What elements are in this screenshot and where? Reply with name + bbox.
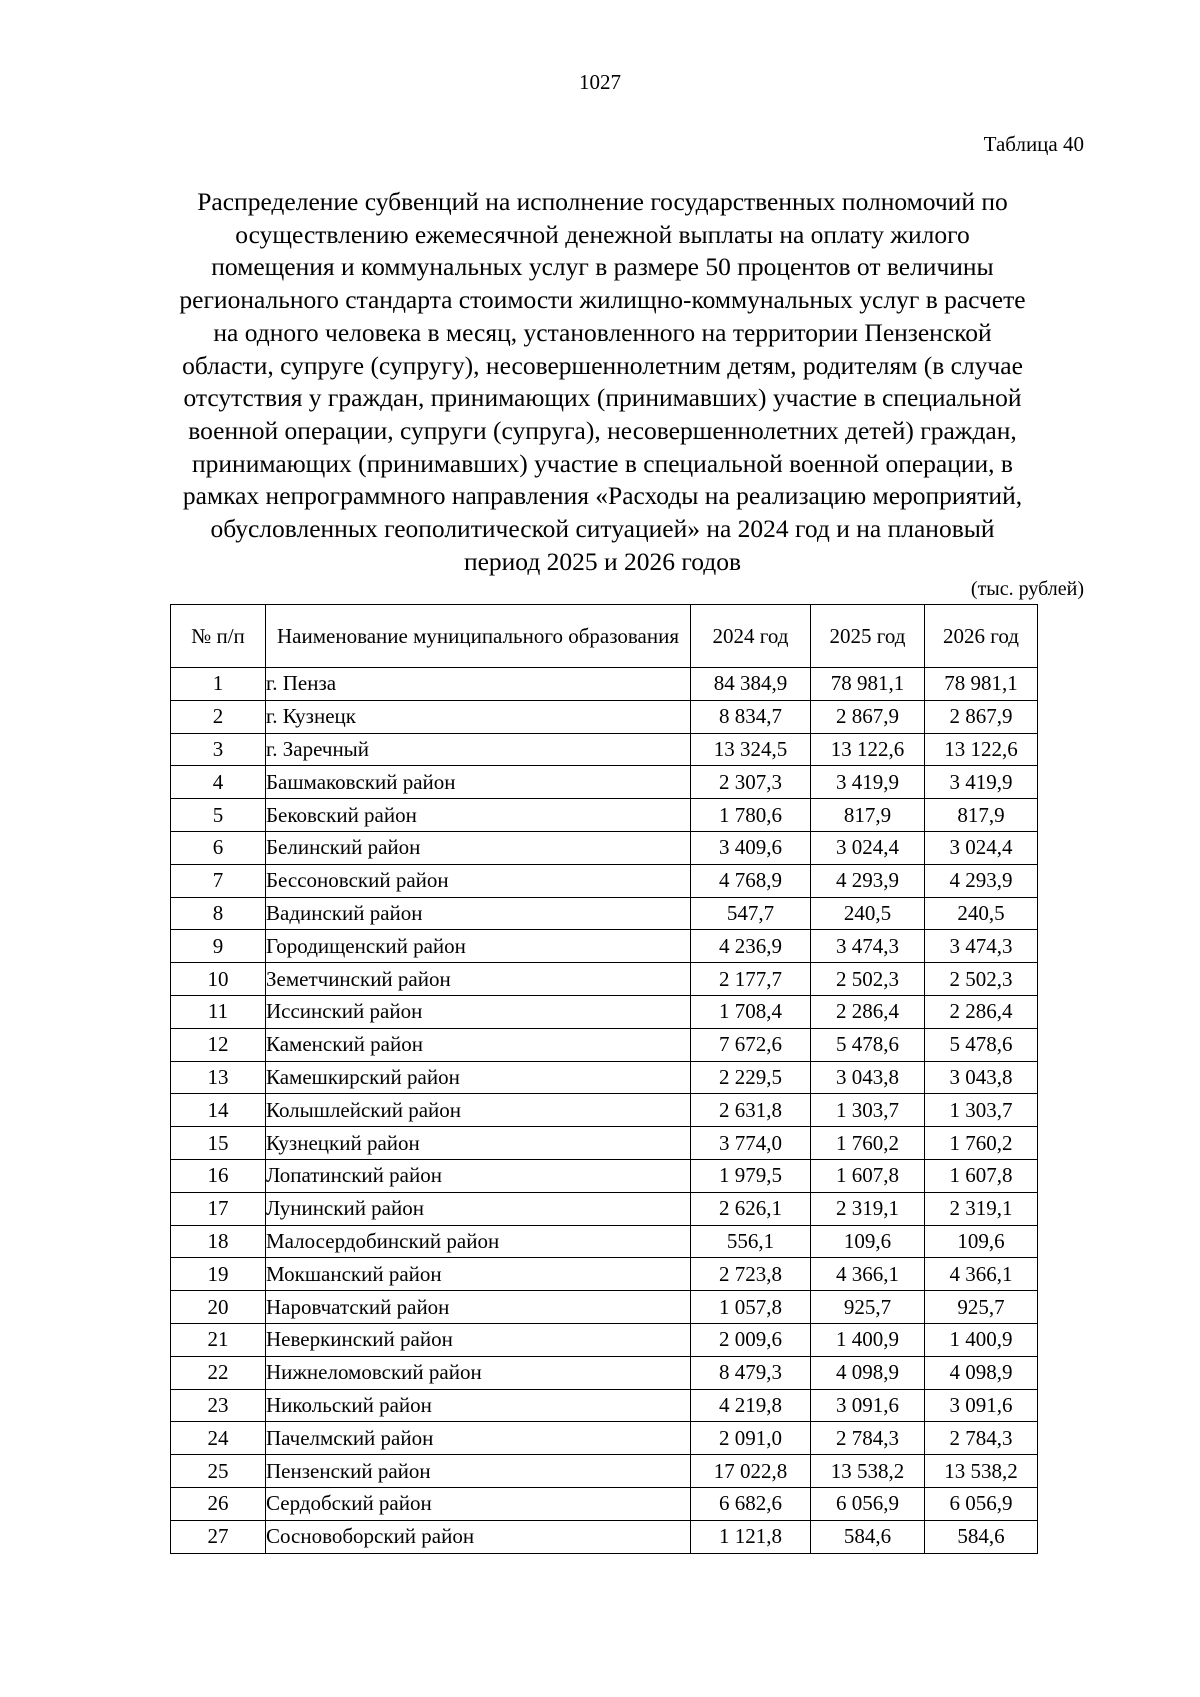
row-number: 13 — [171, 1061, 266, 1094]
table-row — [171, 1389, 1038, 1422]
row-number: 12 — [171, 1028, 266, 1061]
value-2025: 1 760,2 — [811, 1127, 925, 1160]
value-2026: 1 760,2 — [925, 1127, 1038, 1160]
value-2026: 3 474,3 — [925, 930, 1038, 963]
value-2026: 2 319,1 — [925, 1192, 1038, 1225]
table-row — [171, 668, 1038, 701]
value-2025: 5 478,6 — [811, 1028, 925, 1061]
value-2024: 547,7 — [691, 897, 811, 930]
table-row — [171, 1061, 1038, 1094]
table-row — [171, 700, 1038, 733]
title-line: военной операции, супруги (супруга), несовершеннолетних детей) граждан, — [188, 415, 1017, 445]
table-row — [171, 1127, 1038, 1160]
value-2026: 3 043,8 — [925, 1061, 1038, 1094]
value-2024: 2 229,5 — [691, 1061, 811, 1094]
row-number: 14 — [171, 1094, 266, 1127]
row-number: 22 — [171, 1356, 266, 1389]
municipality-name: Пачелмский район — [266, 1422, 691, 1455]
value-2025: 4 098,9 — [811, 1356, 925, 1389]
table-row — [171, 995, 1038, 1028]
value-2024: 6 682,6 — [691, 1487, 811, 1520]
value-2025: 2 502,3 — [811, 963, 925, 996]
value-2025: 6 056,9 — [811, 1487, 925, 1520]
title-line: осуществлению ежемесячной денежной выплаты на оплату жилого — [235, 219, 970, 249]
value-2025: 4 293,9 — [811, 864, 925, 897]
value-2024: 2 307,3 — [691, 766, 811, 799]
row-number: 11 — [171, 995, 266, 1028]
table-row — [171, 1356, 1038, 1389]
value-2025: 2 867,9 — [811, 700, 925, 733]
municipality-name: Земетчинский район — [266, 963, 691, 996]
subsidy-table — [170, 604, 1038, 1554]
table-row — [171, 1159, 1038, 1192]
municipality-name: Бековский район — [266, 799, 691, 832]
value-2024: 2 009,6 — [691, 1323, 811, 1356]
value-2026: 925,7 — [925, 1291, 1038, 1324]
table-header-row — [171, 605, 1038, 668]
row-number: 16 — [171, 1159, 266, 1192]
value-2024: 1 708,4 — [691, 995, 811, 1028]
row-number: 2 — [171, 700, 266, 733]
value-2026: 1 400,9 — [925, 1323, 1038, 1356]
value-2024: 7 672,6 — [691, 1028, 811, 1061]
table-row — [171, 1028, 1038, 1061]
value-2026: 2 286,4 — [925, 995, 1038, 1028]
municipality-name: Нижнеломовский район — [266, 1356, 691, 1389]
header-2025: 2025 год — [811, 605, 925, 668]
row-number: 24 — [171, 1422, 266, 1455]
value-2025: 13 122,6 — [811, 733, 925, 766]
municipality-name: Лопатинский район — [266, 1159, 691, 1192]
value-2024: 8 479,3 — [691, 1356, 811, 1389]
header-municipality: Наименование муниципального образования — [266, 605, 691, 668]
value-2025: 78 981,1 — [811, 668, 925, 701]
municipality-name: Мокшанский район — [266, 1258, 691, 1291]
table-row — [171, 963, 1038, 996]
value-2026: 240,5 — [925, 897, 1038, 930]
row-number: 1 — [171, 668, 266, 701]
value-2026: 817,9 — [925, 799, 1038, 832]
title-line: обусловленных геополитической ситуацией» на 2024 год и на плановый — [210, 514, 995, 544]
value-2026: 1 303,7 — [925, 1094, 1038, 1127]
value-2024: 1 979,5 — [691, 1159, 811, 1192]
value-2026: 3 024,4 — [925, 831, 1038, 864]
value-2026: 2 867,9 — [925, 700, 1038, 733]
municipality-name: Лунинский район — [266, 1192, 691, 1225]
table-row — [171, 1291, 1038, 1324]
table-row — [171, 1455, 1038, 1488]
value-2024: 8 834,7 — [691, 700, 811, 733]
table-row — [171, 1225, 1038, 1258]
value-2026: 5 478,6 — [925, 1028, 1038, 1061]
title-line: отсутствия у граждан, принимающих (принимавших) участие в специальной — [183, 383, 1022, 413]
value-2025: 3 474,3 — [811, 930, 925, 963]
value-2024: 2 631,8 — [691, 1094, 811, 1127]
table-row — [171, 864, 1038, 897]
municipality-name: Бессоновский район — [266, 864, 691, 897]
value-2025: 817,9 — [811, 799, 925, 832]
table-row — [171, 1258, 1038, 1291]
municipality-name: Городищенский район — [266, 930, 691, 963]
row-number: 20 — [171, 1291, 266, 1324]
table-label: Таблица 40 — [983, 132, 1084, 156]
row-number: 10 — [171, 963, 266, 996]
row-number: 6 — [171, 831, 266, 864]
municipality-name: Башмаковский район — [266, 766, 691, 799]
value-2024: 4 219,8 — [691, 1389, 811, 1422]
title-line: принимающих (принимавших) участие в специальной военной операции, в — [192, 448, 1013, 478]
value-2025: 584,6 — [811, 1520, 925, 1553]
value-2025: 2 319,1 — [811, 1192, 925, 1225]
table-row — [171, 897, 1038, 930]
municipality-name: Камешкирский район — [266, 1061, 691, 1094]
document-title — [125, 186, 1080, 578]
row-number: 18 — [171, 1225, 266, 1258]
value-2024: 84 384,9 — [691, 668, 811, 701]
table-row — [171, 1094, 1038, 1127]
row-number: 21 — [171, 1323, 266, 1356]
value-2024: 2 091,0 — [691, 1422, 811, 1455]
table-row — [171, 1422, 1038, 1455]
row-number: 27 — [171, 1520, 266, 1553]
value-2026: 78 981,1 — [925, 668, 1038, 701]
municipality-name: Кузнецкий район — [266, 1127, 691, 1160]
municipality-name: Сосновоборский район — [266, 1520, 691, 1553]
value-2025: 3 091,6 — [811, 1389, 925, 1422]
row-number: 19 — [171, 1258, 266, 1291]
value-2026: 3 091,6 — [925, 1389, 1038, 1422]
table-row — [171, 930, 1038, 963]
municipality-name: Вадинский район — [266, 897, 691, 930]
table-row — [171, 766, 1038, 799]
value-2026: 4 098,9 — [925, 1356, 1038, 1389]
value-2025: 2 286,4 — [811, 995, 925, 1028]
value-2025: 3 419,9 — [811, 766, 925, 799]
municipality-name: Пензенский район — [266, 1455, 691, 1488]
title-line: период 2025 и 2026 годов — [463, 546, 742, 576]
value-2024: 1 121,8 — [691, 1520, 811, 1553]
row-number: 26 — [171, 1487, 266, 1520]
table-row — [171, 733, 1038, 766]
value-2025: 13 538,2 — [811, 1455, 925, 1488]
row-number: 3 — [171, 733, 266, 766]
value-2024: 13 324,5 — [691, 733, 811, 766]
value-2024: 1 780,6 — [691, 799, 811, 832]
value-2026: 6 056,9 — [925, 1487, 1038, 1520]
title-line: рамках непрограммного направления «Расходы на реализацию мероприятий, — [182, 481, 1023, 511]
value-2025: 4 366,1 — [811, 1258, 925, 1291]
value-2024: 2 723,8 — [691, 1258, 811, 1291]
table-row — [171, 1323, 1038, 1356]
header-2024: 2024 год — [691, 605, 811, 668]
row-number: 25 — [171, 1455, 266, 1488]
municipality-name: г. Кузнецк — [266, 700, 691, 733]
table-row — [171, 799, 1038, 832]
row-number: 4 — [171, 766, 266, 799]
units-label: (тыс. рублей) — [970, 578, 1084, 600]
municipality-name: Малосердобинский район — [266, 1225, 691, 1258]
value-2024: 2 626,1 — [691, 1192, 811, 1225]
value-2026: 1 607,8 — [925, 1159, 1038, 1192]
table-row — [171, 1487, 1038, 1520]
value-2025: 3 043,8 — [811, 1061, 925, 1094]
municipality-name: Наровчатский район — [266, 1291, 691, 1324]
value-2025: 1 400,9 — [811, 1323, 925, 1356]
value-2026: 2 502,3 — [925, 963, 1038, 996]
municipality-name: Никольский район — [266, 1389, 691, 1422]
value-2026: 13 122,6 — [925, 733, 1038, 766]
table-row — [171, 1520, 1038, 1553]
value-2024: 3 774,0 — [691, 1127, 811, 1160]
value-2026: 13 538,2 — [925, 1455, 1038, 1488]
value-2025: 240,5 — [811, 897, 925, 930]
value-2026: 4 366,1 — [925, 1258, 1038, 1291]
row-number: 9 — [171, 930, 266, 963]
municipality-name: Белинский район — [266, 831, 691, 864]
value-2026: 584,6 — [925, 1520, 1038, 1553]
row-number: 17 — [171, 1192, 266, 1225]
title-line: Распределение субвенций на исполнение государственных полномочий по — [197, 187, 1008, 216]
municipality-name: г. Пенза — [266, 668, 691, 701]
row-number: 7 — [171, 864, 266, 897]
page-number: 1027 — [579, 70, 621, 94]
title-line: на одного человека в месяц, установленного на территории Пензенской — [213, 317, 992, 347]
table-row — [171, 1192, 1038, 1225]
value-2025: 1 607,8 — [811, 1159, 925, 1192]
value-2026: 4 293,9 — [925, 864, 1038, 897]
municipality-name: г. Заречный — [266, 733, 691, 766]
value-2024: 3 409,6 — [691, 831, 811, 864]
header-2026: 2026 год — [925, 605, 1038, 668]
value-2024: 556,1 — [691, 1225, 811, 1258]
header-number: № п/п — [171, 605, 266, 668]
municipality-name: Иссинский район — [266, 995, 691, 1028]
value-2025: 109,6 — [811, 1225, 925, 1258]
municipality-name: Колышлейский район — [266, 1094, 691, 1127]
table-row — [171, 831, 1038, 864]
row-number: 8 — [171, 897, 266, 930]
value-2026: 109,6 — [925, 1225, 1038, 1258]
value-2025: 3 024,4 — [811, 831, 925, 864]
value-2025: 1 303,7 — [811, 1094, 925, 1127]
value-2025: 2 784,3 — [811, 1422, 925, 1455]
title-line: помещения и коммунальных услуг в размере 50 процентов от величины — [211, 252, 994, 282]
value-2024: 17 022,8 — [691, 1455, 811, 1488]
row-number: 23 — [171, 1389, 266, 1422]
title-line: регионального стандарта стоимости жилищно-коммунальных услуг в расчете — [179, 285, 1026, 315]
value-2024: 1 057,8 — [691, 1291, 811, 1324]
title-line: области, супруге (супругу), несовершеннолетним детям, родителям (в случае — [182, 350, 1023, 380]
value-2024: 4 236,9 — [691, 930, 811, 963]
municipality-name: Сердобский район — [266, 1487, 691, 1520]
row-number: 5 — [171, 799, 266, 832]
value-2024: 4 768,9 — [691, 864, 811, 897]
table-body — [171, 668, 1038, 1554]
row-number: 15 — [171, 1127, 266, 1160]
value-2024: 2 177,7 — [691, 963, 811, 996]
value-2025: 925,7 — [811, 1291, 925, 1324]
value-2026: 2 784,3 — [925, 1422, 1038, 1455]
municipality-name: Неверкинский район — [266, 1323, 691, 1356]
value-2026: 3 419,9 — [925, 766, 1038, 799]
municipality-name: Каменский район — [266, 1028, 691, 1061]
